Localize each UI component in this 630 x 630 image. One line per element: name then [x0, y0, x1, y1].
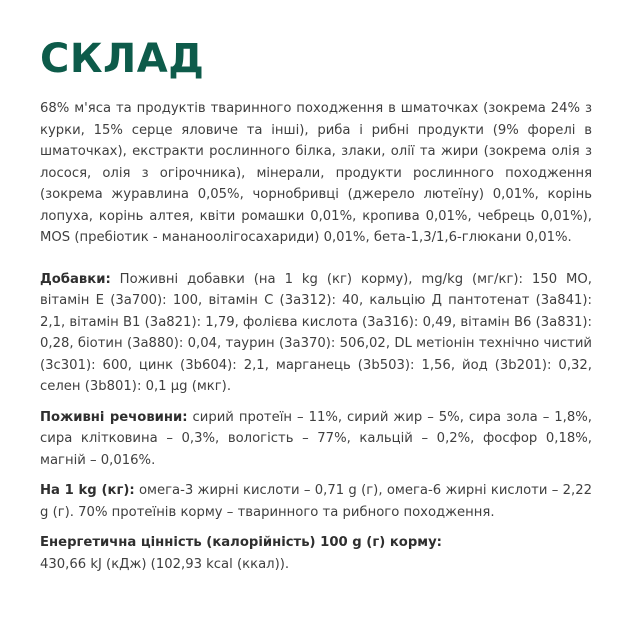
per-kilogram-text: омега-3 жирні кислоти – 0,71 g (г), омега-6 жирні кислоти – 2,22 g (г). 70% протеїнів корму – тваринного та рибного походження. — [40, 483, 592, 520]
nutrients-section — [40, 407, 592, 472]
additives-text: Поживні добавки (на 1 kg (кг) корму), mg/kg (мг/кг): 150 МО, вітамін E (3a700): 100, вітамін C (3a312): 40, кальцію Д пантотенат (3a841): 2,1, вітамін B1 (3a821): 1,79, фолієва кислота (3a316): 0,49, вітамін B6 (3a831): 0,28, біотин (3a880): 0,04, таурин (3a370): 506,02, DL метіонін технічно чистий (3c301): 600, цинк (3b604): 2,1, марганець (3b503): 1,56, йод (3b201): 0,32, селен (3b801): 0,1 µg (мкг). — [40, 271, 592, 394]
additives-label: Добавки: — [40, 271, 111, 287]
nutrients-label: Поживні речовини: — [40, 409, 188, 425]
per-kilogram-section — [40, 480, 592, 523]
page-title: СКЛАД — [40, 36, 205, 82]
ingredients-paragraph: 68% м'яса та продуктів тваринного походження в шматочках (зокрема 24% з курки, 15% серце яловиче та інші), риба і рибні продукти (9% форелі в шматочках), екстракти рослинного білка, злаки, олії та жири (зокрема олія з лосося, олія з огірочника), мінерали, продукти рослинного походження (зокрема журавлина 0,05%, чорнобривці (джерело лютеїну) 0,01%, корінь лопуха, корінь алтея, квіти ромашки 0,01%, кропива 0,01%, чебрець 0,01%), MOS (пребіотик - мананоолігосахариди) 0,01%, бета-1,3/1,6-глюкани 0,01%. — [40, 101, 592, 245]
energy-value: 430,66 kJ (кДж) (102,93 kcal (ккал)). — [40, 556, 290, 572]
nutrients-text: сирий протеїн – 11%, сирий жир – 5%, сира зола – 1,8%, сира клітковина – 0,3%, вологість – 77%, кальцій – 0,2%, фосфор 0,18%, магній – 0,016%. — [40, 409, 592, 468]
per-kilogram-label: На 1 kg (кг): — [40, 483, 135, 498]
additives-section — [40, 269, 592, 398]
energy-heading: Енергетична цінність (калорійність) 100 g (г) корму: — [40, 535, 442, 550]
